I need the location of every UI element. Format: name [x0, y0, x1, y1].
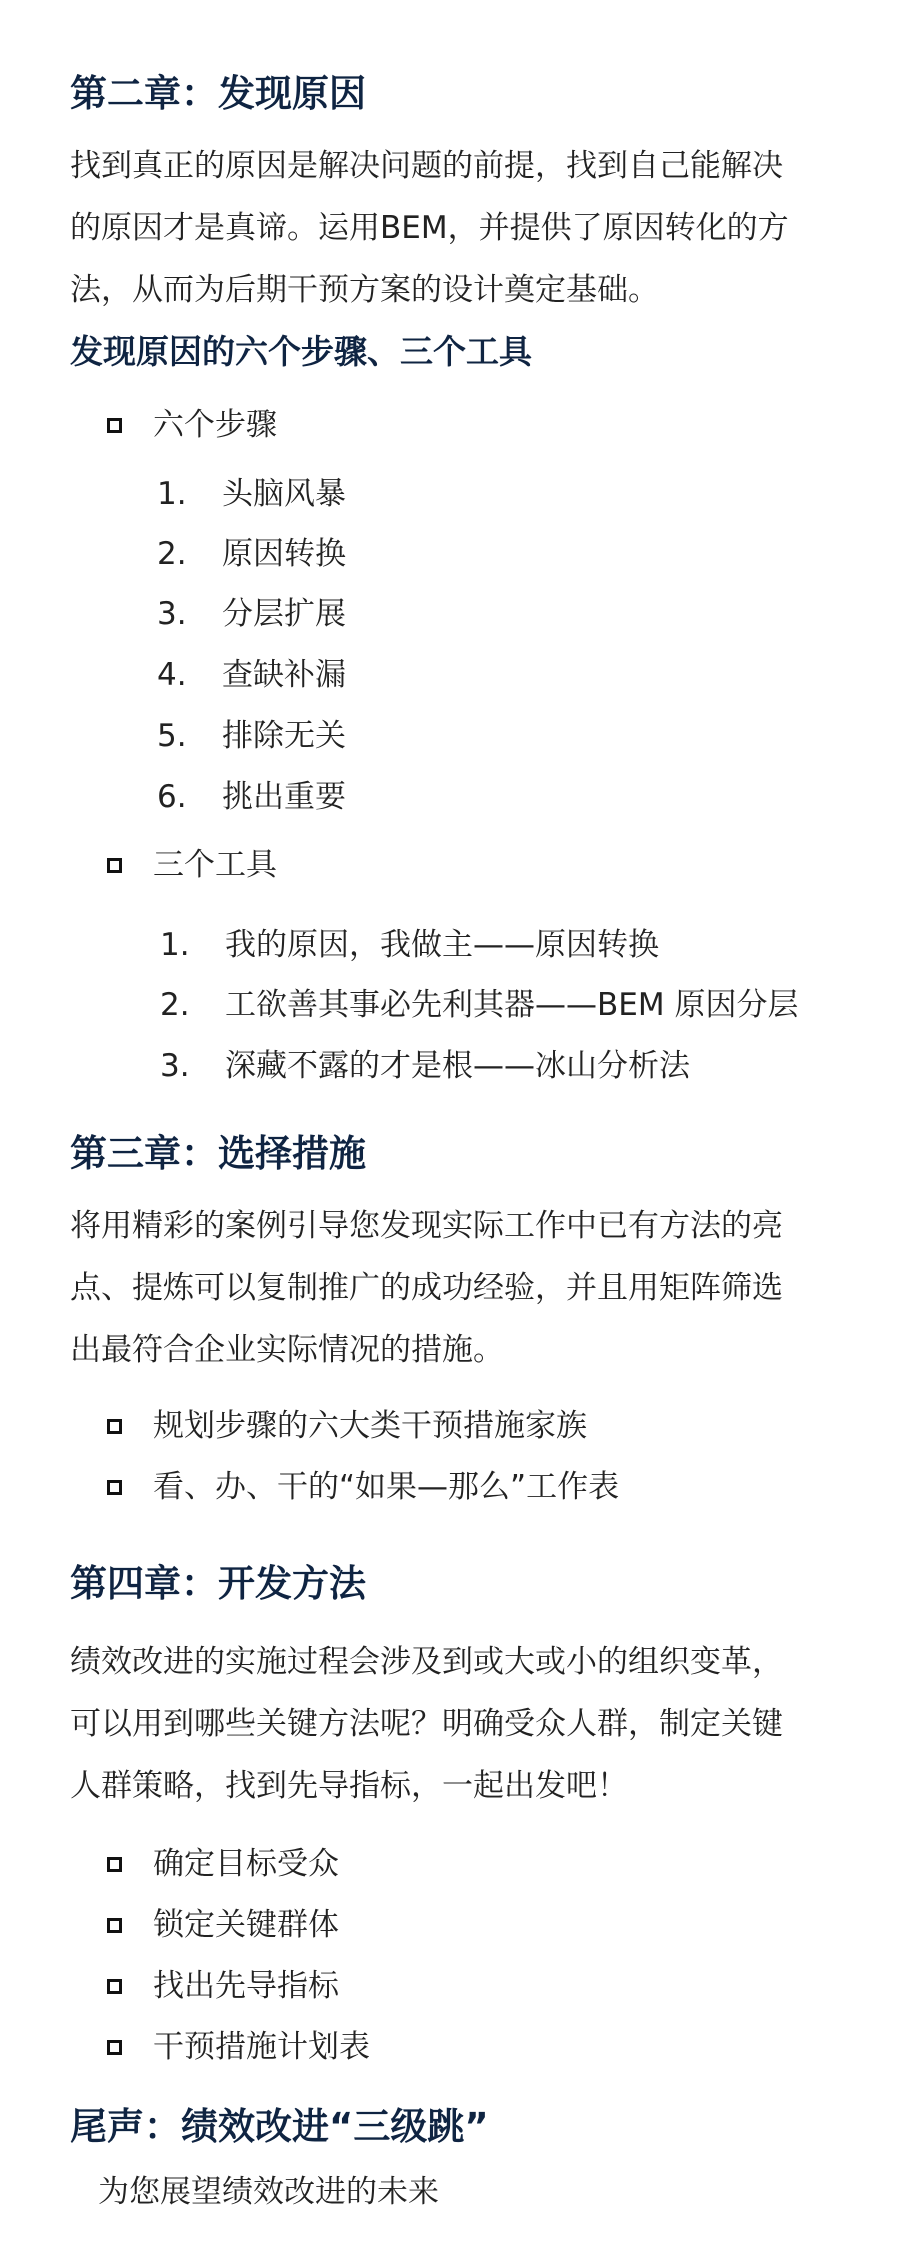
epilogue-text: 为您展望绩效改进的未来: [98, 2174, 439, 2210]
tool-number: 1.: [160, 927, 190, 963]
tool-number: 3.: [160, 1048, 190, 1084]
chapter4-bullet: 找出先导指标: [153, 1968, 339, 2004]
chapter3-paragraph-line: 点、提炼可以复制推广的成功经验，并且用矩阵筛选: [70, 1270, 783, 1306]
checkbox-square-icon: [107, 1419, 122, 1434]
chapter3-bullet: 看、办、干的“如果—那么”工作表: [153, 1469, 620, 1505]
step-text: 挑出重要: [222, 779, 346, 815]
chapter3-paragraph-line: 出最符合企业实际情况的措施。: [70, 1332, 504, 1368]
chapter2-paragraph-line: 找到真正的原因是解决问题的前提，找到自己能解决: [70, 148, 783, 184]
tool-text: 我的原因，我做主——原因转换: [225, 927, 659, 963]
step-text: 排除无关: [222, 718, 346, 754]
group-label-steps: 六个步骤: [153, 407, 277, 443]
checkbox-square-icon: [107, 1857, 122, 1872]
checkbox-square-icon: [107, 858, 122, 873]
step-text: 分层扩展: [222, 596, 346, 632]
checkbox-square-icon: [107, 418, 122, 433]
checkbox-square-icon: [107, 2040, 122, 2055]
step-number: 3.: [157, 596, 187, 632]
step-number: 1.: [157, 476, 187, 512]
chapter3-title: 第三章：选择措施: [70, 1132, 366, 1175]
chapter2-paragraph-line: 的原因才是真谛。运用BEM，并提供了原因转化的方: [70, 210, 789, 246]
chapter4-bullet: 锁定关键群体: [153, 1907, 339, 1943]
chapter2-title: 第二章：发现原因: [70, 72, 366, 115]
step-number: 6.: [157, 779, 187, 815]
chapter3-bullet: 规划步骤的六大类干预措施家族: [153, 1408, 587, 1444]
chapter4-paragraph-line: 绩效改进的实施过程会涉及到或大或小的组织变革，: [70, 1644, 783, 1680]
checkbox-square-icon: [107, 1979, 122, 1994]
checkbox-square-icon: [107, 1480, 122, 1495]
step-text: 原因转换: [222, 536, 346, 572]
chapter4-bullet: 确定目标受众: [153, 1846, 339, 1882]
step-number: 4.: [157, 657, 187, 693]
tool-text: 深藏不露的才是根——冰山分析法: [225, 1048, 690, 1084]
chapter2-subtitle: 发现原因的六个步骤、三个工具: [70, 332, 532, 371]
tool-number: 2.: [160, 987, 190, 1023]
group-label-tools: 三个工具: [153, 847, 277, 883]
step-text: 头脑风暴: [222, 476, 346, 512]
chapter4-paragraph-line: 人群策略，找到先导指标，一起出发吧！: [70, 1768, 628, 1804]
step-number: 5.: [157, 718, 187, 754]
step-number: 2.: [157, 536, 187, 572]
checkbox-square-icon: [107, 1918, 122, 1933]
chapter4-title: 第四章：开发方法: [70, 1562, 366, 1605]
epilogue-title: 尾声：绩效改进“三级跳”: [70, 2105, 489, 2148]
chapter3-paragraph-line: 将用精彩的案例引导您发现实际工作中已有方法的亮: [70, 1208, 783, 1244]
tool-text: 工欲善其事必先利其器——BEM 原因分层: [225, 987, 799, 1023]
chapter4-paragraph-line: 可以用到哪些关键方法呢？明确受众人群，制定关键: [70, 1706, 783, 1742]
chapter4-bullet: 干预措施计划表: [153, 2029, 370, 2065]
step-text: 查缺补漏: [222, 657, 346, 693]
chapter2-paragraph-line: 法，从而为后期干预方案的设计奠定基础。: [70, 272, 659, 308]
